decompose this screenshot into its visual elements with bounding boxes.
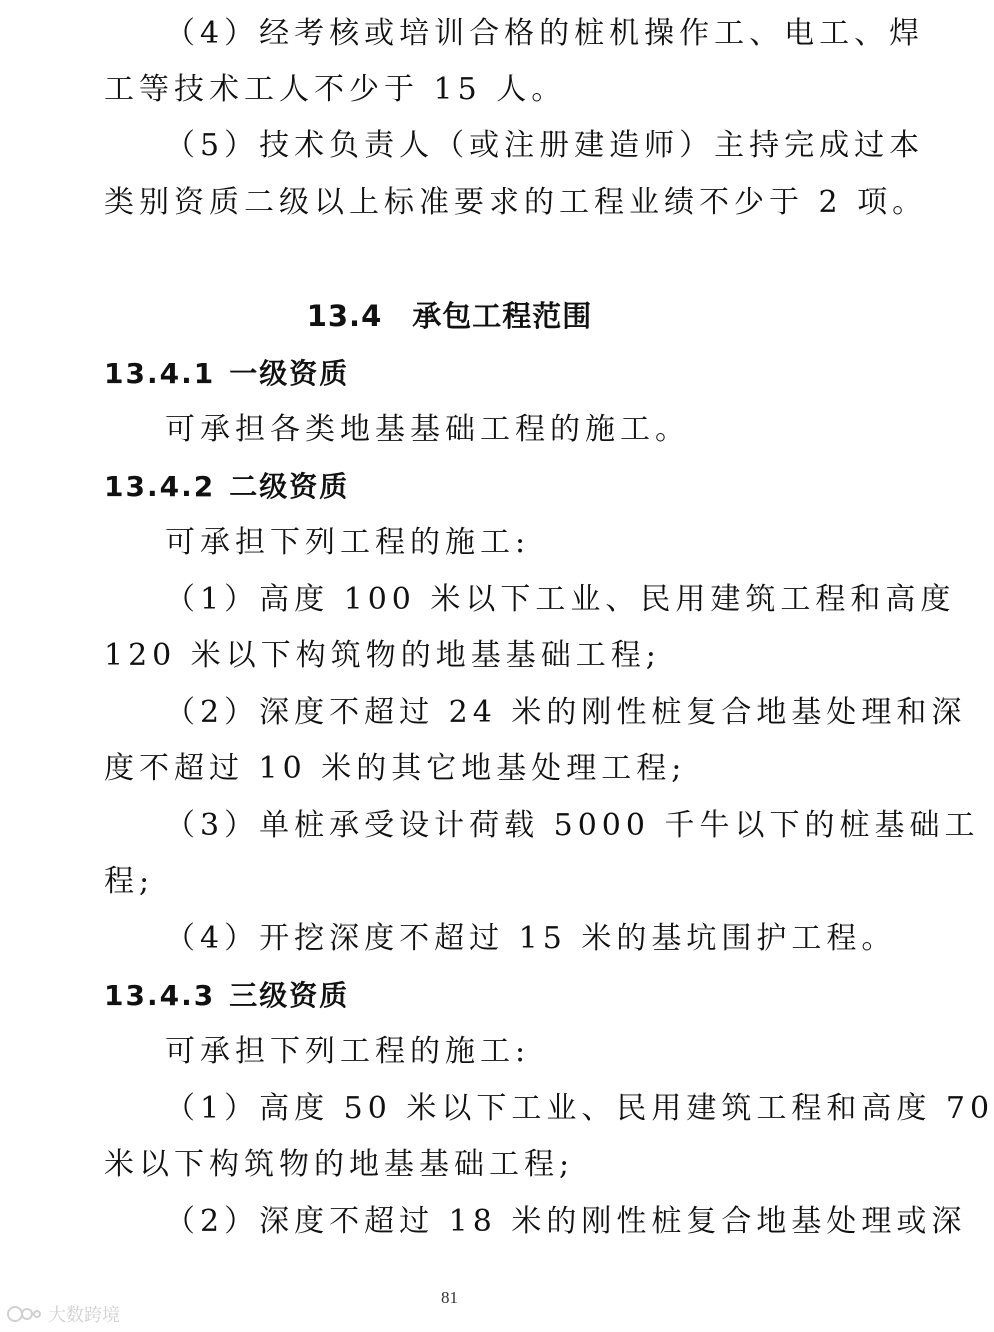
paragraph-line: 工等技术工人不少于 15 人。 [104,72,567,107]
subsection-number: 13.4.2 [104,470,216,503]
section-number: 13.4 [306,299,383,333]
subsection-number: 13.4.3 [104,979,216,1012]
list-item-line: （4）开挖深度不超过 15 米的基坑围护工程。 [165,921,897,956]
list-item-line: 度不超过 10 米的其它地基处理工程; [104,751,687,786]
subsection-title: 二级资质 [229,470,350,503]
paragraph-line: 可承担下列工程的施工: [165,525,531,560]
paragraph-line: （4）经考核或培训合格的桩机操作工、电工、焊 [165,16,925,51]
watermark-text: 大数跨境 [48,1305,120,1326]
list-item-line: （1）高度 100 米以下工业、民用建筑工程和高度 [165,582,956,617]
list-item-line: （1）高度 50 米以下工业、民用建筑工程和高度 70 [165,1091,994,1126]
section-heading [0,296,899,336]
list-item-line: （2）深度不超过 18 米的刚性桩复合地基处理或深 [165,1204,967,1239]
section-title: 承包工程范围 [412,299,593,333]
list-item-line: 米以下构筑物的地基基础工程; [104,1147,575,1182]
subsection-heading [104,354,349,394]
paragraph-line: 可承担下列工程的施工: [165,1034,531,1069]
paragraph-line: 可承担各类地基基础工程的施工。 [165,412,690,447]
list-item-line: 程; [104,864,155,899]
watermark [6,1302,120,1326]
subsection-title: 三级资质 [229,979,350,1012]
watermark-logo-icon [6,1304,44,1324]
subsection-heading [104,976,349,1016]
list-item-line: 120 米以下构筑物的地基基础工程; [104,638,661,673]
paragraph-line: 类别资质二级以上标准要求的工程业绩不少于 2 项。 [104,185,928,220]
page-number: 81 [441,1288,458,1307]
subsection-number: 13.4.1 [104,357,216,390]
list-item-line: （2）深度不超过 24 米的刚性桩复合地基处理和深 [165,695,967,730]
subsection-heading [104,467,349,507]
paragraph-line: （5）技术负责人（或注册建造师）主持完成过本 [165,128,925,163]
subsection-title: 一级资质 [229,357,350,390]
list-item-line: （3）单桩承受设计荷载 5000 千牛以下的桩基础工 [165,808,980,843]
